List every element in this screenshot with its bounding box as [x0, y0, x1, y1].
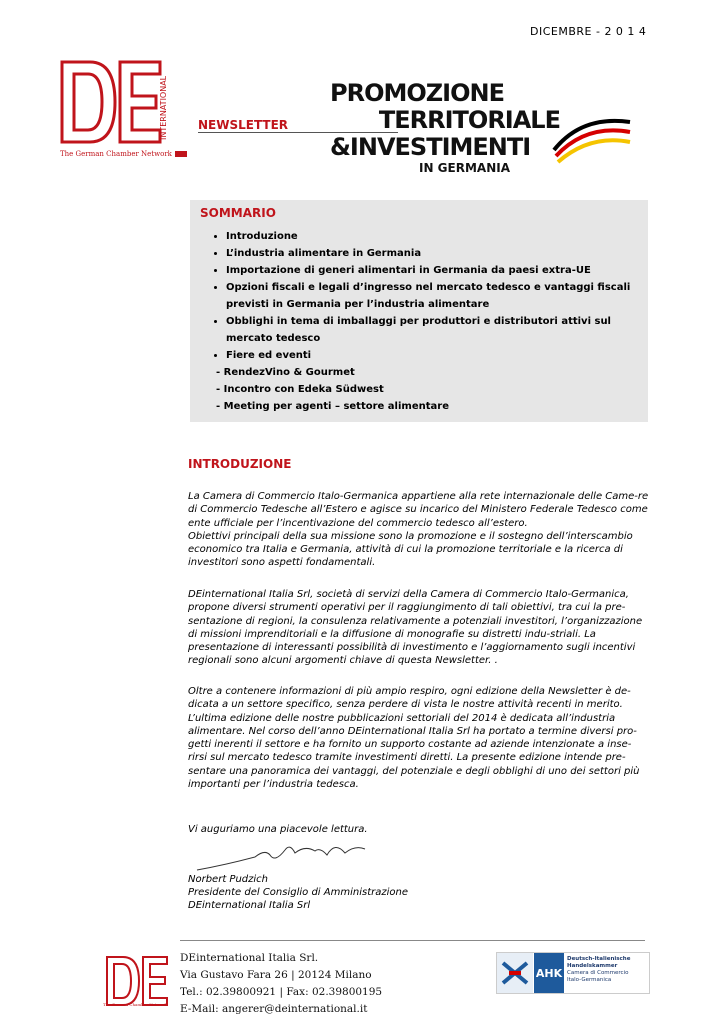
intro-paragraph: DEinternational Italia Srl, società di servizi della Camera di Commercio Italo-Germanica, propone diversi strumenti operativi per il raggiungimento di tali obiettivi, tra cui la pre-sentazione di regioni, la consulenza relativamente a potenziali investitori, l’organizzazione di missioni imprenditoriali e la diffusione di monografie su distretti indu-striali. La presentazione di interessanti possibilità di investimento e l’aggiornamento sugli incentivi regionali sono alcuni argomenti chiave di questa Newsletter. . [188, 589, 643, 667]
summary-title: SOMMARIO [200, 206, 276, 220]
footer-network: The German Chamber Network [103, 1002, 167, 1007]
signature-block [188, 873, 650, 912]
summary-list [200, 228, 638, 364]
ahk-tag: AHK [534, 953, 564, 993]
ahk-logo [496, 952, 650, 994]
issue-date: DICEMBRE - 2 0 1 4 [530, 25, 647, 38]
newsletter-title [330, 80, 560, 175]
signer-org: DEinternational Italia Srl [188, 900, 311, 911]
summary-item: • Opzioni fiscali e legali d’ingresso nel mercato tedesco e vantaggi fiscali previsti in Germania per l’industria alimentare [226, 279, 638, 313]
newsletter-label: NEWSLETTER [198, 118, 289, 132]
summary-item: • Importazione di generi alimentari in Germania da paesi extra-UE [226, 262, 638, 279]
logo-vertical-text: INTERNATIONAL [159, 75, 168, 140]
intro-title: INTRODUZIONE [188, 457, 292, 471]
greeting: Vi auguriamo una piacevole lettura. [188, 824, 368, 835]
summary-subitem: - Meeting per agenti – settore alimentare [216, 401, 449, 412]
summary-sublist [216, 364, 638, 415]
summary-item: • Fiere ed eventi [226, 347, 638, 364]
flag-swoosh-icon [552, 110, 632, 170]
summary-subitem: - RendezVino & Gourmet [216, 367, 355, 378]
intro-paragraph: La Camera di Commercio Italo-Germanica appartiene alla rete internazionale delle Came-re di Commercio Tedesche all’Estero e agisce su incarico del Ministero Federale Tedesco come ente ufficiale per l’incentivazione del commercio tedesco all’estero. Obiettivi principali della sua missione sono la promozione e il sostegno dell’interscambio economico tra Italia e Germania, attività di cui la promozione territoriale e la ricerca di investitori sono aspetti fondamentali. [188, 491, 649, 569]
summary-item: • Introduzione [226, 228, 638, 245]
footer-email: E-Mail: angerer@deinternational.it [180, 1003, 368, 1015]
title-line-2: TERRITORIALE [378, 106, 560, 134]
summary-item: • Obblighi in tema di imballaggi per produttori e distributori attivi sul mercato tedesco [226, 313, 638, 347]
de-international-logo [60, 60, 170, 145]
signer-role: Presidente del Consiglio di Amministrazione [188, 887, 408, 898]
footer-contacts [180, 950, 382, 1018]
ahk-text: Deutsch-Italienische Handelskammer Camera di Commercio Italo-Germanica [567, 956, 631, 983]
summary-item: • L’industria alimentare in Germania [226, 245, 638, 262]
signature-image [195, 835, 375, 875]
title-line-3: &INVESTIMENTI [330, 133, 531, 161]
footer-phone: Tel.: 02.39800921 | Fax: 02.39800195 [180, 986, 383, 998]
network-tagline: The German Chamber Network [60, 150, 187, 158]
ahk-flags-icon [497, 953, 533, 993]
footer-divider [180, 940, 645, 941]
footer-company: DEinternational Italia Srl. [180, 952, 319, 964]
intro-paragraph: Oltre a contenere informazioni di più ampio respiro, ogni edizione della Newsletter è de-dicata a un settore specifico, senza perdere di vista le nostre attività recenti in merito. L’ultima edizione delle nostre pubblicazioni settoriali del 2014 è dedicata all’industria alimentare. Nel corso dell’anno DEinternational Italia Srl ha portato a termine diversi pro-getti inerenti il settore e ha fornito un supporto costante ad aziende intenzionate a inse-rirsi sul mercato tedesco tramite investimenti diretti. La presente edizione intende pre-sentare una panoramica dei vantaggi, del potenziale e degli obblighi di uno dei settori più importanti per l’industria tedesca. [188, 686, 640, 791]
signer-name: Norbert Pudzich [188, 874, 268, 885]
footer-address: Via Gustavo Fara 26 | 20124 Milano [180, 969, 372, 981]
title-line-4: IN GERMANIA [419, 161, 510, 175]
summary-subitem: - Incontro con Edeka Südwest [216, 384, 384, 395]
title-line-1: PROMOZIONE [330, 79, 504, 107]
summary-box [190, 200, 648, 422]
